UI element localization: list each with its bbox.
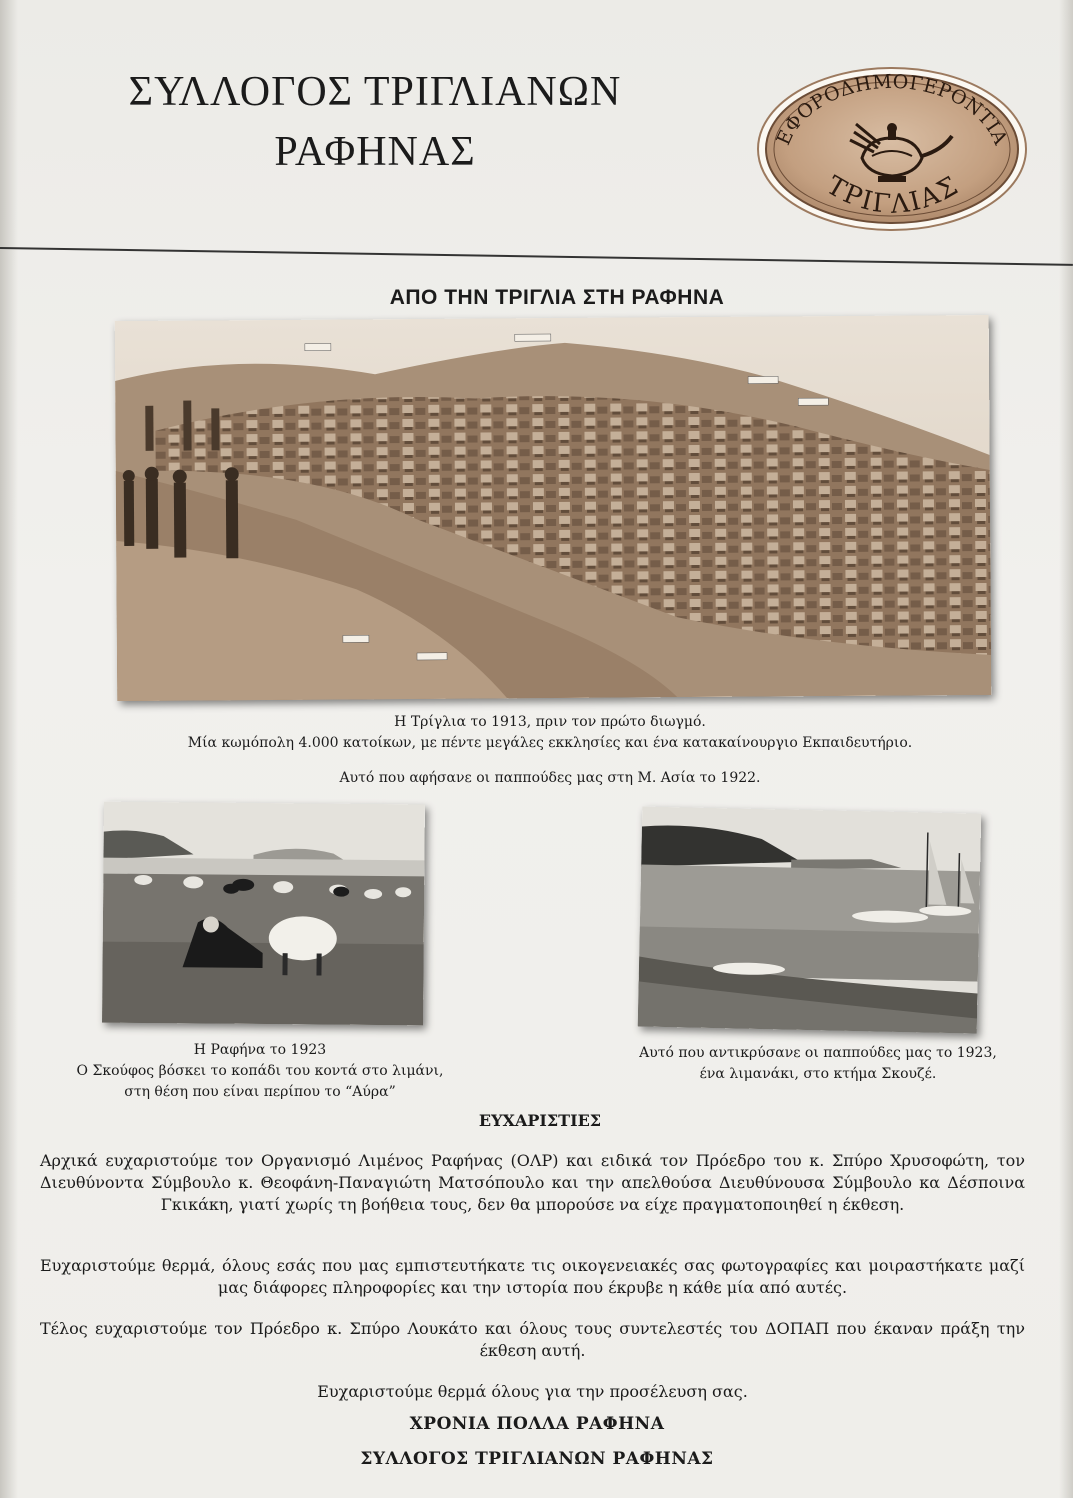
closing-signature: ΣΥΛΛΟΓΟΣ ΤΡΙΓΛΙΑΝΩΝ ΡΑΦΗΝΑΣ: [360, 1449, 714, 1469]
thanks-heading: ΕΥΧΑΡΙΣΤΙΕΣ: [478, 1111, 602, 1130]
skouze-harbor-1923-photo: [638, 806, 982, 1033]
seal-graphic: [756, 66, 1028, 232]
thanks-paragraph-4: Ευχαριστούμε θερμά όλους για την προσέλευση σας.: [317, 1382, 748, 1401]
exhibition-headline: ΑΠΟ ΤΗΝ ΤΡΙΓΛΙΑ ΣΤΗ ΡΑΦΗΝΑ: [389, 286, 725, 309]
poster-right-edge: [1059, 0, 1073, 1498]
thanks-paragraph-2: Ευχαριστούμε θερμά, όλους εσάς που μας εμπιστευτήκατε τις οικογενειακές σας φωτογραφίες και μοιραστήκατε μαζί μας διάφορες πληροφορίες και την ιστορία που έκρυβε η κάθε μία από αυτές.: [40, 1256, 1025, 1297]
main-caption-line1: Η Τρίγλια το 1913, πριν τον πρώτο διωγμό.: [394, 714, 706, 730]
organization-title: [95, 62, 655, 182]
left-caption-line1: Η Ραφήνα το 1923: [193, 1042, 327, 1058]
left-caption-line3: στη θέση που είναι περίπου το “Αύρα”: [124, 1084, 396, 1100]
organization-title-line2: ΡΑΦΗΝΑΣ: [274, 129, 476, 175]
poster-left-edge: [0, 0, 18, 1498]
thanks-paragraph-1: Αρχικά ευχαριστούμε τον Οργανισμό Λιμένος Ραφήνας (ΟΛΡ) και ειδικά τον Πρόεδρο του κ. Σπύρο Χρυσοφώτη, τον Διευθύνοντα Σύμβουλο κ. Θεοφάνη-Παναγιώτη Ματσόπουλο και την απελθούσα Διευθύνουσα Σύμβουλο κα Δέσποινα Γκικάκη, γιατί χωρίς τη βοήθεια τους, δεν θα μπορούσε να είχε πραγματοποιηθεί η έκθεση.: [40, 1151, 1025, 1214]
right-caption-line2: ένα λιμανάκι, στο κτήμα Σκουζέ.: [699, 1066, 937, 1082]
left-caption-line2: Ο Σκούφος βόσκει το κοπάδι του κοντά στο λιμάνι,: [76, 1063, 444, 1079]
left-photo-caption: [40, 1040, 480, 1103]
closing-greeting: ΧΡΟΝΙΑ ΠΟΛΛΑ ΡΑΦΗΝΑ: [409, 1414, 665, 1434]
main-caption-line3: Αυτό που αφήσανε οι παππούδες μας στη Μ. Ασία το 1922.: [339, 770, 761, 786]
right-caption-line1: Αυτό που αντικρύσανε οι παππούδες μας το 1923,: [639, 1045, 997, 1061]
rafina-1923-sheep-photo: [102, 802, 425, 1026]
trilia-1913-photo: [115, 315, 992, 701]
eforodimogerontia-seal: [756, 66, 1028, 232]
seal-arc-top-text: ΕΦΟΡΟΔΗΜΟΓΕΡΟΝΤΙΑ: [772, 70, 1012, 149]
main-photo-caption: [130, 712, 970, 789]
right-photo-caption: [608, 1043, 1028, 1085]
thanks-paragraph-3: Τέλος ευχαριστούμε τον Πρόεδρο κ. Σπύρο Λουκάτο και όλους τους συντελεστές του ΔΟΠΑΠ που έκαναν πράξη την έκθεση αυτή.: [40, 1319, 1025, 1360]
seal-arc-bottom-text: ΤΡΙΓΛΙΑΣ: [821, 170, 965, 220]
main-caption-line2: Μία κωμόπολη 4.000 κατοίκων, με πέντε μεγάλες εκκλησίες και ένα κατακαίνουργιο Εκπαιδευτήριο.: [187, 735, 913, 751]
organization-title-line1: ΣΥΛΛΟΓΟΣ ΤΡΙΓΛΙΑΝΩΝ: [128, 69, 622, 115]
